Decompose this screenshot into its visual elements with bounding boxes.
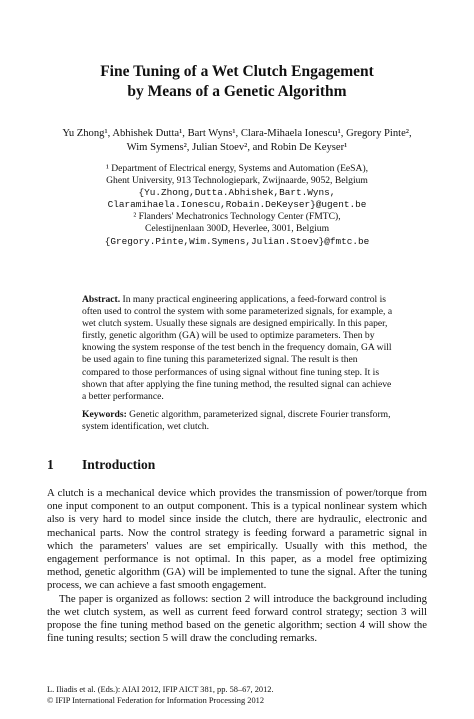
section-heading [47, 456, 155, 474]
affiliation-line-3: ² Flanders' Mechatronics Technology Center (FMTC), [133, 211, 341, 223]
section-title: Introduction [82, 457, 156, 472]
affiliation-line-4: Celestijnenlaan 300D, Heverlee, 3001, Belgium [144, 223, 330, 235]
abstract [82, 294, 394, 403]
footnote-citation: L. Iliadis et al. (Eds.): AIAI 2012, IFIP AICT 381, pp. 58–67, 2012. [47, 685, 274, 694]
footnote [47, 685, 274, 706]
affiliations [40, 163, 434, 248]
keywords-text: Genetic algorithm, parameterized signal, discrete Fourier transform, system identification, wet clutch. [82, 409, 391, 433]
title-line-1: Fine Tuning of a Wet Clutch Engagement [100, 63, 374, 80]
authors-line-2: Wim Symens², Julian Stoev², and Robin De Keyser¹ [126, 142, 348, 153]
footnote-copyright: © IFIP International Federation for Information Processing 2012 [47, 695, 265, 705]
title-line-2: by Means of a Genetic Algorithm [127, 83, 347, 100]
paper-title [0, 62, 474, 102]
affiliation-line-1: ¹ Department of Electrical energy, Systems and Automation (EeSA), [105, 163, 369, 174]
keywords [82, 409, 394, 433]
keywords-label: Keywords: [82, 409, 127, 420]
section-number: 1 [47, 457, 54, 472]
email-line-1a: {Yu.Zhong,Dutta.Abhishek,Bart.Wyns, [138, 187, 336, 199]
author-list [30, 127, 444, 155]
authors-line-1: Yu Zhong¹, Abhishek Dutta¹, Bart Wyns¹, Clara-Mihaela Ionescu¹, Gregory Pinte², [62, 128, 412, 139]
abstract-text: In many practical engineering applications, a feed-forward control is often used to control the system with some parameterized signals, for example, a wet clutch system. Usually these signals are designed empirically. In this paper, firstly, genetic algorithm (GA) will be used to optimize parameters. Then by knowing the system response of the test bench in the frequency domain, GA will be used again to fine tuning this parameterized signal. The result is then compared to those performances of using signal without fine tuning step. It is shown that after applying the fine tuning method, the resulted signal can achieve a better performance. [82, 294, 393, 402]
section-body [47, 487, 427, 645]
paragraph-2: The paper is organized as follows: section 2 will introduce the background including the wet clutch system, as well as current feed forward control strategy; section 3 will propose the fine tuning method based on the genetic algorithm; section 4 will show the fine tuning results; section 5 will draw the concluding remarks. [47, 592, 427, 645]
affiliation-line-2: Ghent University, 913 Technologiepark, Zwijnaarde, 9052, Belgium [106, 175, 368, 187]
email-line-2: {Gregory.Pinte,Wim.Symens,Julian.Stoev}@fmtc.be [104, 235, 370, 247]
abstract-label: Abstract. [82, 294, 121, 305]
paragraph-1: A clutch is a mechanical device which provides the transmission of power/torque from one input component to an output component. This is a typical nonlinear system which also is very hard to model since inside the clutch, there are hydraulic, electronic and mechanical parts. Now the control strategy is feeding forward a parametric signal in which the parameters' values are set empirically. Usually with this method, the engagement performance is not optimal. In this paper, as a model free optimizing method, genetic algorithm (GA) will be implemented to tune the signal. After the tuning process, we can achieve a fast smooth engagement. [47, 487, 427, 592]
email-line-1b: Claramihaela.Ionescu,Robain.DeKeyser}@ugent.be [107, 199, 367, 211]
